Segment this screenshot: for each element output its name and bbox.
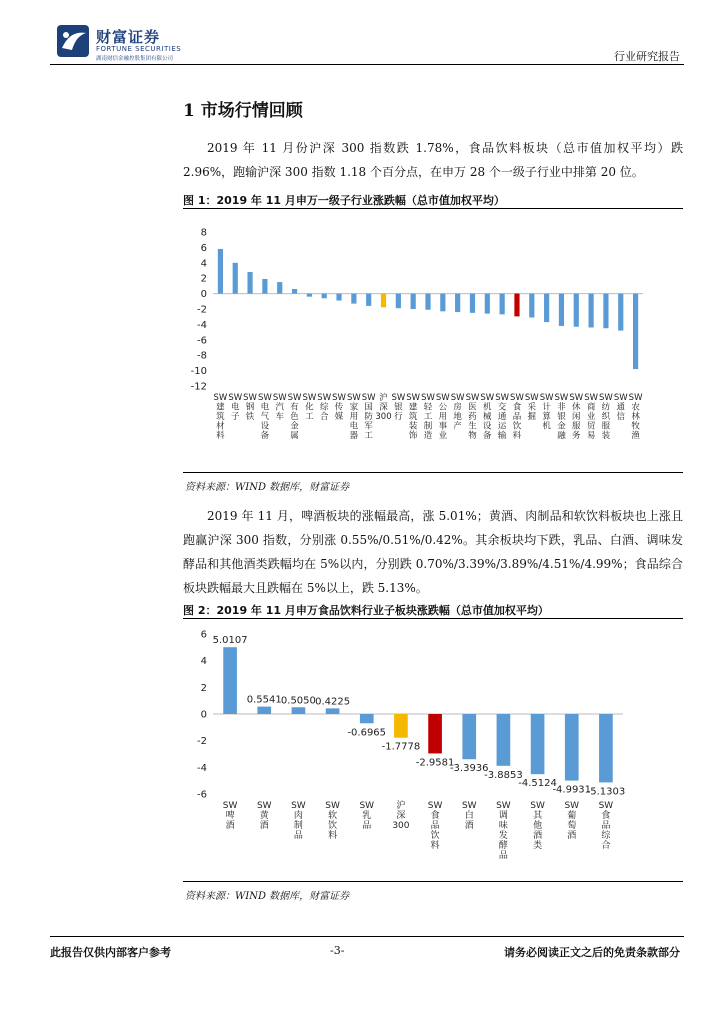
- bar-SW农林牧渔: [633, 294, 638, 369]
- category-label: SW 机械设备: [480, 393, 495, 441]
- chart-2: [183, 620, 683, 880]
- category-label: SW 采掘: [524, 393, 539, 422]
- category-label: SW 葡萄酒: [564, 801, 580, 841]
- category-label: SW 钢铁: [243, 393, 257, 422]
- bar-SW国防军工: [366, 294, 371, 306]
- bar-SW食品综合: [599, 714, 613, 782]
- bar-SW交通运输: [500, 294, 505, 315]
- data-label: 0.5050: [280, 695, 316, 707]
- category-label: SW 食品饮料: [510, 393, 524, 441]
- category-label: SW 传媒: [332, 393, 346, 422]
- bar-SW商业贸易: [589, 294, 594, 328]
- y-tick-label: 6: [200, 242, 207, 254]
- y-tick-label: 0: [200, 289, 207, 301]
- category-label: SW 通信: [613, 393, 628, 422]
- bar-SW黄酒: [257, 707, 271, 714]
- bar-SW软饮料: [326, 708, 340, 714]
- category-label: SW 有色金属: [287, 393, 302, 441]
- bar-SW休闲服务: [574, 294, 579, 327]
- bar-SW家用电器: [351, 294, 356, 304]
- data-label: 0.4225: [315, 696, 351, 708]
- y-tick-label: 0: [200, 709, 207, 721]
- y-tick-label: 4: [200, 656, 207, 668]
- bar-SW白酒: [462, 714, 476, 759]
- data-label: 5.0107: [212, 635, 248, 647]
- bar-SW建筑材料: [218, 249, 223, 294]
- bar-SW非银金融: [559, 294, 564, 326]
- page-number: -3-: [330, 944, 345, 957]
- data-label: -3.3936: [449, 763, 489, 775]
- paragraph-1: 2019 年 11 月份沪深 300 指数跌 1.78%，食品饮料板块（总市值加权平均）跌 2.96%，跑输沪深 300 指数 1.18 个百分点，在申万 28 个一级子行业中排第 20 位。: [183, 141, 683, 179]
- bar-SW银行: [396, 294, 401, 309]
- bar-SW肉制品: [292, 707, 306, 714]
- bar-SW电子: [233, 263, 238, 294]
- bar-SW采掘: [529, 294, 534, 318]
- figure-1-bottom-rule: [183, 472, 683, 473]
- bar-SW葡萄酒: [565, 714, 579, 781]
- bar-SW有色金属: [292, 289, 297, 294]
- bar-SW纺织服装: [603, 294, 608, 329]
- category-label: SW 医药生物: [465, 393, 480, 441]
- category-label: SW 综合: [317, 393, 332, 422]
- data-label: -5.1303: [586, 786, 626, 798]
- bar-SW食品饮料: [428, 714, 442, 753]
- category-label: SW 建筑装饰: [406, 393, 421, 441]
- data-label: -0.6965: [347, 727, 387, 739]
- category-label: SW 计算机: [539, 393, 554, 432]
- data-label: 0.5541: [246, 694, 282, 706]
- paragraph-2: 2019 年 11 月，啤酒板块的涨幅最高，涨 5.01%；黄酒、肉制品和软饮料板块也上涨且跑赢沪深 300 指数，分别涨 0.55%/0.51%/0.42%。其余板块均下跌，乳品、白酒、调味发酵品和其他酒类跌幅均在 5%以内，分别跌 0.70%/3.39%/3.89%/4.51%/4.99%；食品综合板块跌幅最大且跌幅在 5%以上，跌 5.13%。: [183, 509, 683, 595]
- section-title: 1 市场行情回顾: [183, 101, 303, 121]
- data-label: -4.5124: [518, 778, 557, 790]
- category-label: SW 汽车: [272, 393, 287, 422]
- bar-SW啤酒: [223, 647, 237, 714]
- y-tick-label: -6: [197, 789, 207, 801]
- y-tick-label: -10: [190, 366, 207, 378]
- y-tick-label: 8: [200, 227, 207, 239]
- category-label: SW 轻工制造: [421, 393, 435, 441]
- bar-沪深300: [394, 714, 408, 738]
- bar-SW传媒: [336, 294, 341, 301]
- figure-1-title: 图 1：2019 年 11 月申万一级子行业涨跌幅（总市值加权平均）: [183, 194, 505, 207]
- logo-subtitle: 湖南财信金融控股集团有限公司: [96, 56, 174, 62]
- figure-2-source: 资料来源：WIND 数据库，财富证券: [185, 891, 350, 902]
- category-label: SW 黄酒: [256, 801, 272, 831]
- category-label: SW 房地产: [450, 393, 465, 432]
- footer-divider: [50, 936, 684, 937]
- category-label: SW 电子: [228, 393, 243, 422]
- y-tick-label: 4: [200, 258, 207, 270]
- category-label: SW 乳品: [359, 801, 375, 831]
- logo-text-cn: 财富证券: [96, 28, 161, 46]
- bar-SW化工: [307, 294, 312, 297]
- bar-SW综合: [322, 294, 327, 299]
- y-tick-label: 2: [200, 682, 207, 694]
- category-label: SW 纺织服装: [599, 393, 613, 441]
- data-label: -3.8853: [484, 769, 523, 781]
- data-label: -2.9581: [415, 757, 455, 769]
- bar-SW公用事业: [440, 294, 445, 312]
- header-divider: [50, 64, 684, 65]
- category-label: SW 公用事业: [435, 393, 450, 441]
- y-tick-label: -2: [197, 736, 207, 748]
- logo-text-en: FORTUNE SECURITIES: [96, 45, 182, 53]
- bar-SW电气设备: [262, 279, 267, 294]
- figure-2-top-rule: [183, 618, 683, 619]
- y-tick-label: -12: [190, 381, 207, 393]
- bar-SW医药生物: [470, 294, 475, 313]
- bar-沪深300: [381, 294, 386, 308]
- category-label: SW 啤酒: [222, 801, 238, 831]
- category-label: SW 银行: [391, 393, 406, 422]
- fortune-logo-icon: [56, 24, 90, 58]
- category-label: SW 商业贸易: [584, 393, 599, 441]
- bar-SW轻工制造: [425, 294, 430, 310]
- footer-disclaimer: 此报告仅供内部客户参考: [50, 946, 171, 959]
- bar-SW其他酒类: [531, 714, 545, 774]
- bar-SW食品饮料: [514, 294, 519, 317]
- figure-2-title: 图 2：2019 年 11 月申万食品饮料行业子板块涨跌幅（总市值加权平均）: [183, 604, 549, 617]
- category-label: SW 建筑材料: [213, 393, 228, 441]
- data-label: -1.7778: [381, 741, 421, 753]
- report-type: 行业研究报告: [614, 50, 680, 63]
- category-label: SW 家用电器: [346, 393, 361, 441]
- category-label: SW 国防军工: [361, 393, 376, 441]
- figure-1-source: 资料来源：WIND 数据库，财富证券: [185, 482, 350, 493]
- figure-1-top-rule: [183, 208, 683, 209]
- y-tick-label: 2: [200, 273, 207, 285]
- category-label: 沪深 300: [392, 801, 410, 831]
- category-label: SW 电气设备: [257, 393, 272, 441]
- bar-SW计算机: [544, 294, 549, 322]
- bar-SW调味发酵品: [497, 714, 511, 766]
- category-label: SW 化工: [302, 393, 317, 422]
- category-label: SW 肉制品: [291, 801, 306, 841]
- chart-1: [183, 210, 683, 470]
- bar-SW机械设备: [485, 294, 490, 314]
- category-label: SW 食品饮料: [427, 801, 443, 851]
- bar-SW乳品: [360, 714, 374, 723]
- y-tick-label: -8: [197, 350, 207, 362]
- category-label: SW 白酒: [461, 801, 477, 831]
- category-label: SW 非银金融: [554, 393, 569, 441]
- y-tick-label: -4: [197, 762, 207, 774]
- footer-notice: 请务必阅读正文之后的免责条款部分: [504, 946, 680, 959]
- data-label: -4.9931: [552, 784, 592, 796]
- y-tick-label: -2: [197, 304, 207, 316]
- y-tick-label: 6: [200, 629, 207, 641]
- bar-SW房地产: [455, 294, 460, 312]
- category-label: SW 软饮料: [325, 801, 340, 841]
- category-label: 沪深 300: [375, 393, 392, 422]
- y-tick-label: -6: [197, 335, 207, 347]
- bar-SW通信: [618, 294, 623, 331]
- y-tick-label: -4: [197, 319, 207, 331]
- category-label: SW 休闲服务: [569, 393, 584, 441]
- category-label: SW 食品综合: [598, 801, 614, 851]
- page-header: [50, 18, 680, 64]
- bar-SW钢铁: [247, 272, 252, 294]
- category-label: SW 农林牧渔: [628, 393, 643, 441]
- category-label: SW 其他酒类: [530, 801, 545, 851]
- bar-SW建筑装饰: [411, 294, 416, 309]
- category-label: SW 调味发酵品: [496, 801, 511, 861]
- category-label: SW 交通运输: [495, 393, 510, 441]
- bar-SW汽车: [277, 282, 282, 294]
- figure-2-bottom-rule: [183, 881, 683, 882]
